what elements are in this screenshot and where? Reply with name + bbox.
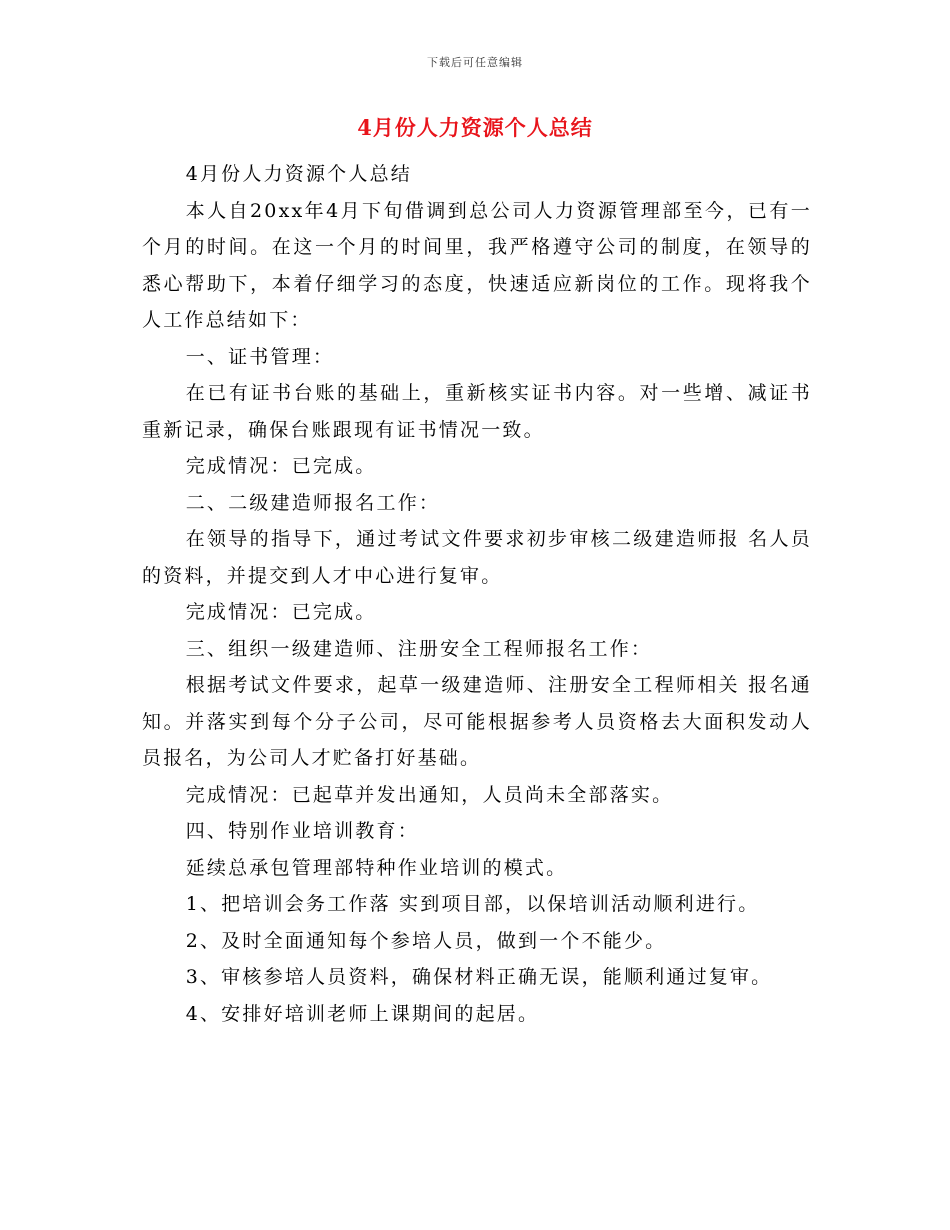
section-heading-1: 一、证书管理：	[185, 345, 335, 368]
list-item: 2、及时全面通知每个参培人员，做到一个不能少。	[185, 929, 667, 952]
paragraph: 根据考试文件要求，起草一级建造师、注册安全工程师相关 报名通知。并落实到每个分子公司，尽可能根据参考人员资格去大面积发动人员报名，为公司人才贮备打好基础。	[142, 674, 812, 769]
paragraph-subtitle: 4月份人力资源个人总结	[185, 163, 412, 185]
section-heading-2: 二、二级建造师报名工作：	[185, 491, 441, 514]
section-heading-3: 三、组织一级建造师、注册安全工程师报名工作：	[185, 637, 653, 660]
completion-status: 完成情况：已起草并发出通知，人员尚未全部落实。	[185, 783, 674, 806]
section-heading-4: 四、特别作业培训教育：	[185, 820, 419, 842]
paragraph: 在已有证书台账的基础上，重新核实证书内容。对一些增、减证书重新记录，确保台账跟现有证书情况一致。	[142, 382, 812, 441]
document-title: 4月份人力资源个人总结	[357, 115, 593, 140]
document-body	[142, 156, 812, 1032]
header-note: 下载后可任意编辑	[427, 56, 523, 69]
list-item: 3、审核参培人员资料，确保材料正确无误，能顺利通过复审。	[185, 966, 773, 988]
paragraph-intro: 本人自20xx年4月下旬借调到总公司人力资源管理部至今，已有一个月的时间。在这一个月的时间里，我严格遵守公司的制度，在领导的悉心帮助下，本着仔细学习的态度，快速适应新岗位的工作。现将我个人工作总结如下：	[142, 199, 812, 331]
list-item: 1、把培训会务工作落 实到项目部，以保培训活动顺利进行。	[185, 893, 760, 915]
completion-status: 完成情况：已完成。	[185, 455, 377, 477]
paragraph: 在领导的指导下，通过考试文件要求初步审核二级建造师报 名人员的资料，并提交到人才中心进行复审。	[142, 528, 812, 587]
completion-status: 完成情况：已完成。	[185, 601, 377, 623]
paragraph: 延续总承包管理部特种作业培训的模式。	[185, 856, 568, 879]
list-item: 4、安排好培训老师上课期间的起居。	[185, 1002, 540, 1025]
